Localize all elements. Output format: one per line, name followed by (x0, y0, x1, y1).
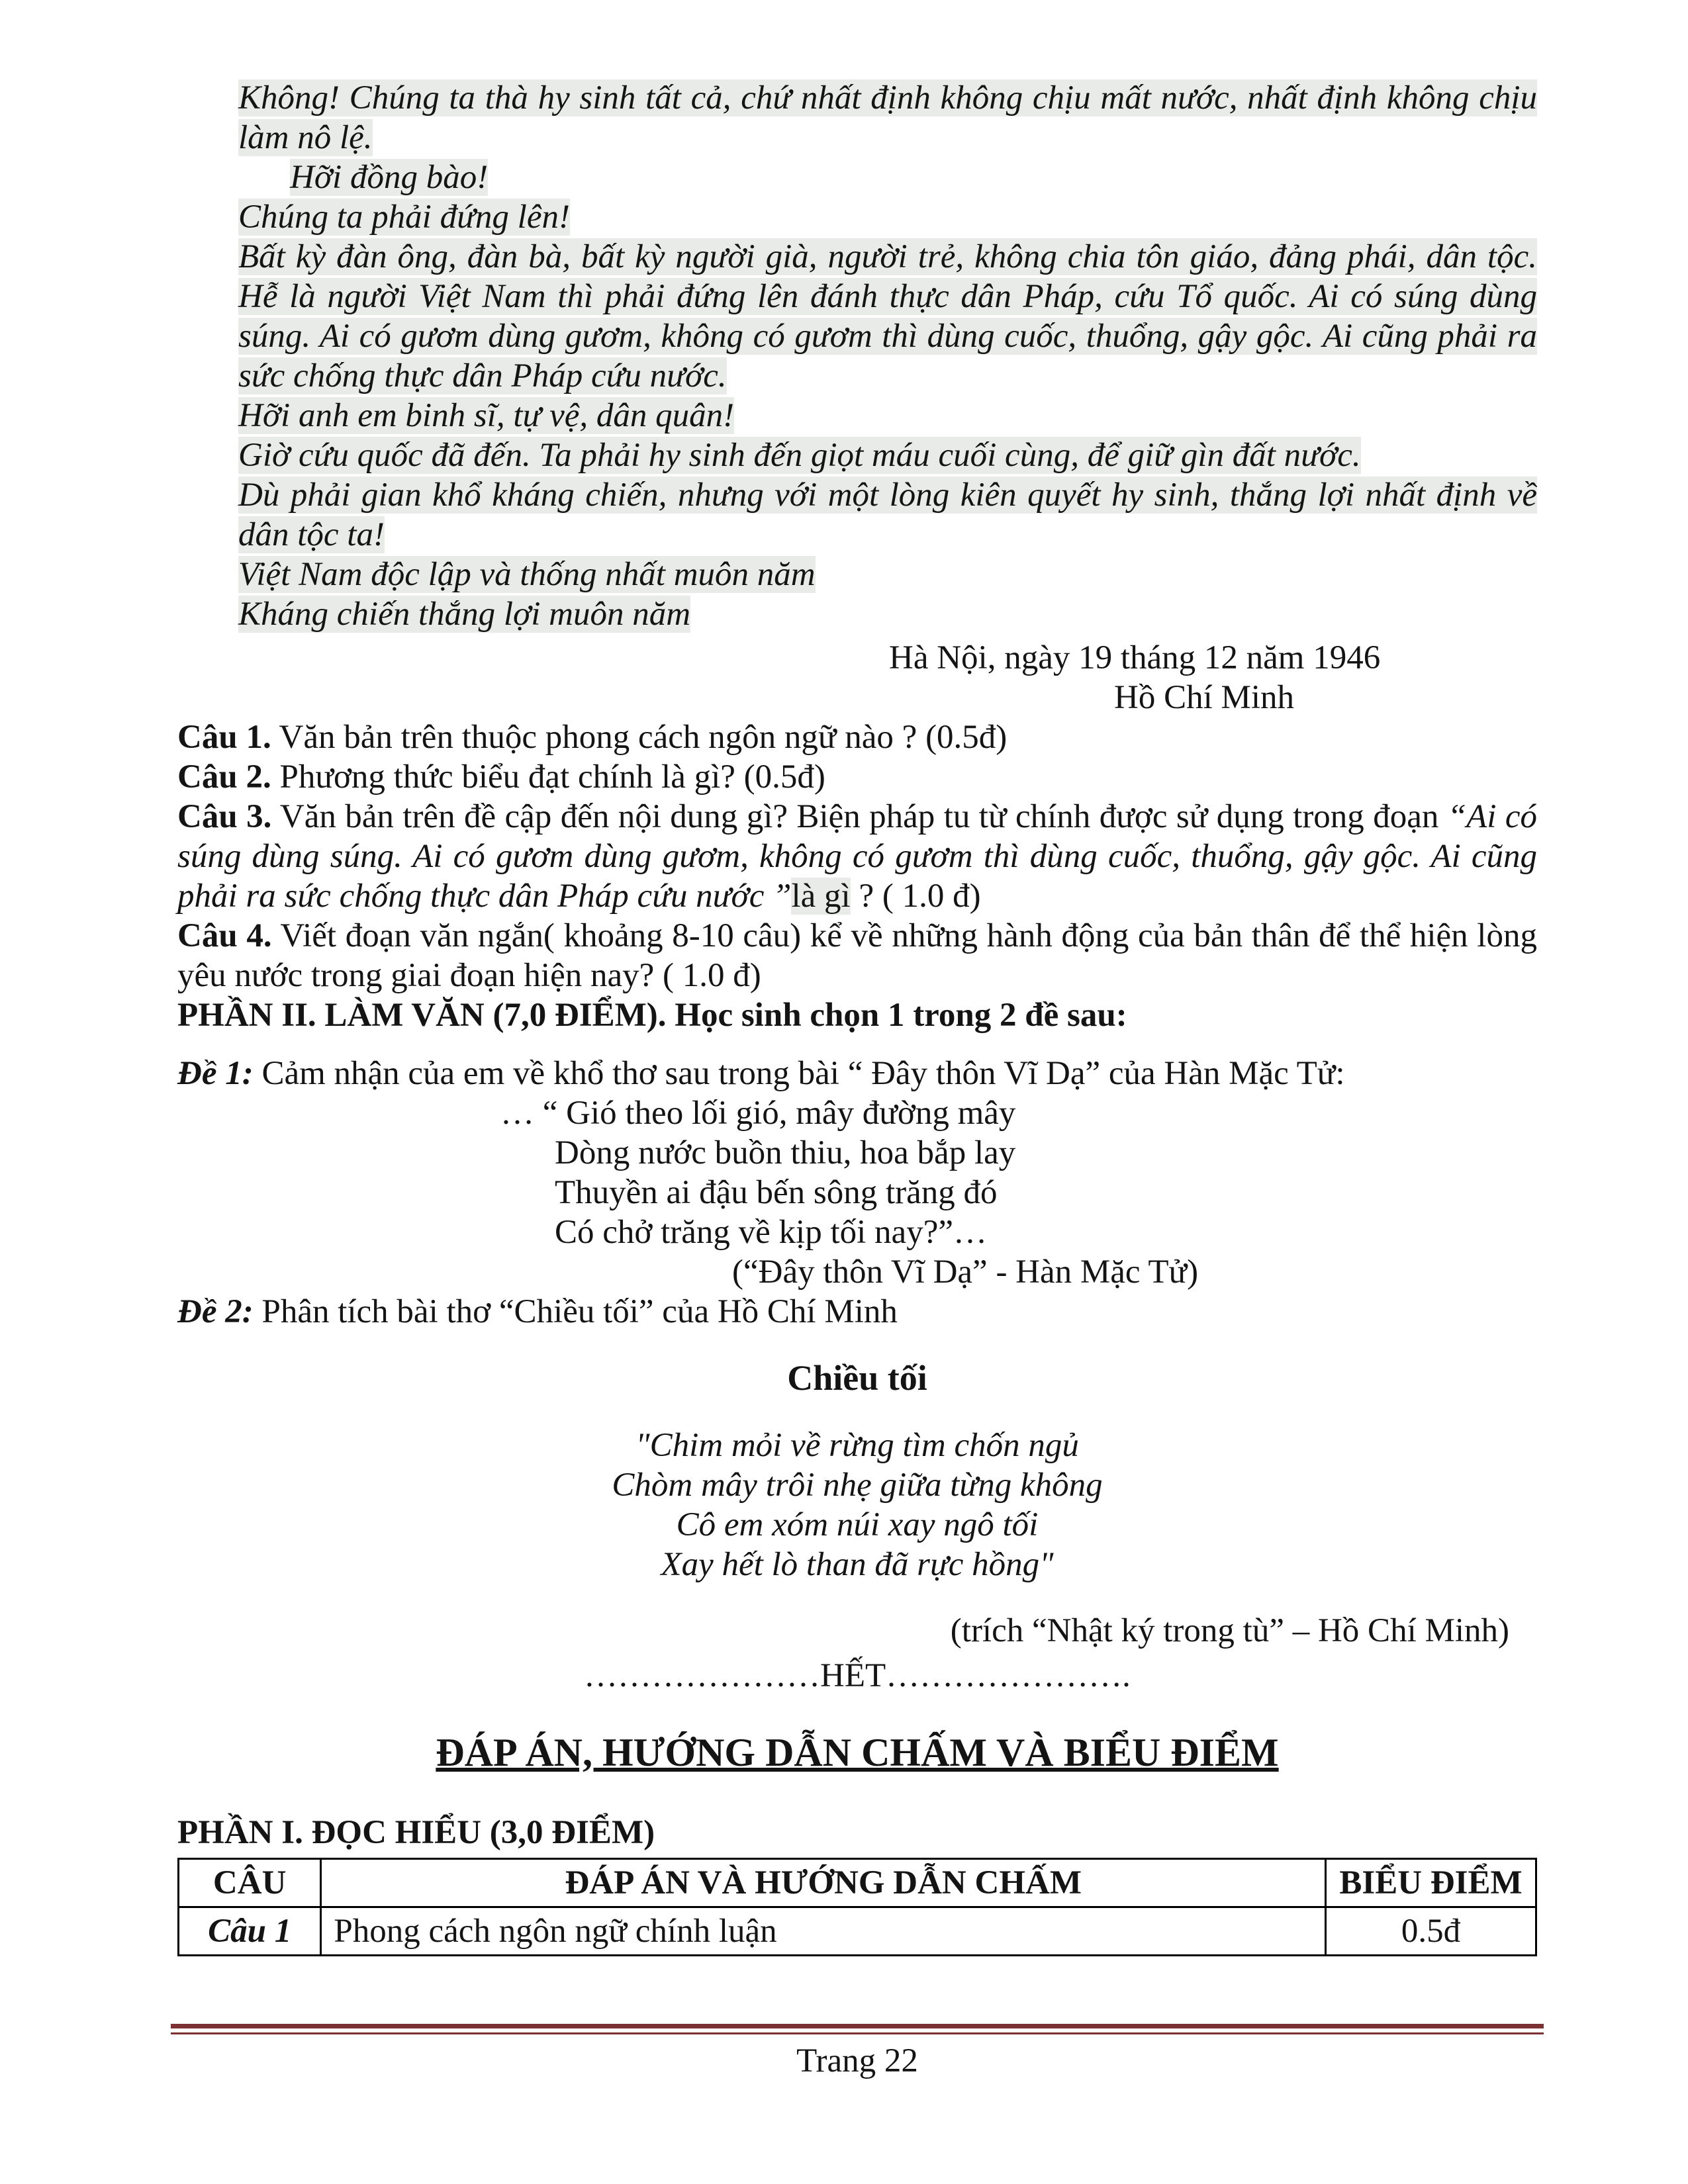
answer-table (177, 1858, 1537, 1956)
poem-vi-da (177, 1093, 1537, 1252)
poem-chieu-toi-title: Chiều tối (787, 1358, 927, 1398)
row-cau: Câu 1 (179, 1907, 321, 1956)
poem-line: "Chim mỏi về rừng tìm chốn ngủ (635, 1427, 1079, 1464)
passage-text: Hỡi đồng bào! (290, 159, 489, 196)
page-footer (171, 2024, 1544, 2081)
end-marker: …………………HẾT…………………. (584, 1657, 1131, 1694)
passage-text: Bất kỳ đàn ông, đàn bà, bất kỳ người già, người trẻ, không chia tôn giáo, đảng phái, dân tộc. Hễ là người Việt Nam thì phải đứng lên đánh thực dân Pháp, cứu Tổ quốc. Ai có súng dùng súng. Ai có gươm dùng gươm, không có gươm thì dùng cuốc, thuổng, gậy gộc. Ai cũng phải ra sức chống thực dân Pháp cứu nước. (238, 238, 1537, 394)
answer-table-header-row (179, 1859, 1536, 1907)
question-4-label: Câu 4. (177, 917, 272, 954)
question-3-points: ? ( 1.0 đ) (850, 878, 981, 915)
footer-rule (171, 2024, 1544, 2034)
question-3 (177, 797, 1537, 916)
passage-text: Hỡi anh em binh sĩ, tự vệ, dân quân! (238, 397, 735, 434)
answer-part1-heading: PHẦN I. ĐỌC HIỂU (3,0 ĐIỂM) (177, 1814, 655, 1851)
passage-text: Kháng chiến thắng lợi muôn năm (238, 596, 691, 633)
row-dap-an: Phong cách ngôn ngữ chính luận (321, 1907, 1326, 1956)
passage-paragraph (238, 237, 1537, 396)
question-1-label: Câu 1. (177, 719, 271, 756)
passage-text: Dù phải gian khổ kháng chiến, nhưng với một lòng kiên quyết hy sinh, thắng lợi nhất định về dân tộc ta! (238, 477, 1537, 553)
topic-1-text: Cảm nhận của em về khổ thơ sau trong bài “ Đây thôn Vĩ Dạ” của Hàn Mặc Tử: (261, 1055, 1345, 1092)
answer-section-title (177, 1729, 1537, 1776)
header-bieu-diem: BIỂU ĐIỂM (1326, 1859, 1536, 1907)
question-2-text: Phương thức biểu đạt chính là gì? (0.5đ) (279, 758, 825, 796)
page-number: Trang 22 (796, 2042, 918, 2079)
poem-line: Thuyền ai đậu bến sông trăng đó (555, 1174, 998, 1211)
passage-paragraph (238, 555, 1537, 594)
question-1-text: Văn bản trên thuộc phong cách ngôn ngữ nào ? (0.5đ) (279, 719, 1008, 756)
poem-chieu-toi-source: (trích “Nhật ký trong tù” – Hồ Chí Minh) (950, 1612, 1509, 1649)
signature-block (177, 638, 1537, 717)
poem-line: Xay hết lò than đã rực hồng" (661, 1546, 1054, 1583)
passage-paragraph (238, 435, 1537, 475)
topic-2-label: Đề 2: (177, 1293, 254, 1330)
passage-text: Giờ cứu quốc đã đến. Ta phải hy sinh đến giọt máu cuối cùng, để giữ gìn đất nước. (238, 437, 1361, 474)
passage-paragraph (238, 158, 1537, 197)
question-3-quote: “Ai có súng dùng súng. Ai có gươm dùng gươm, không có gươm thì dùng cuốc, thuổng, gậy gộc. Ai cũng phải ra sức chống thực dân Pháp cứu nước ” (177, 798, 1537, 915)
passage-text: Việt Nam độc lập và thống nhất muôn năm (238, 556, 816, 593)
question-2-label: Câu 2. (177, 758, 271, 796)
part2-heading: PHẦN II. LÀM VĂN (7,0 ĐIỂM). Học sinh chọn 1 trong 2 đề sau: (177, 997, 1127, 1034)
poem-chieu-toi (177, 1426, 1537, 1584)
quoted-passage (238, 78, 1537, 634)
passage-paragraph (238, 475, 1537, 555)
question-3-label: Câu 3. (177, 798, 272, 835)
header-cau: CÂU (179, 1859, 321, 1907)
author-name: Hồ Chí Minh (1114, 679, 1295, 716)
answer-section-title-text: ĐÁP ÁN, HƯỚNG DẪN CHẤM VÀ BIỂU ĐIỂM (436, 1731, 1279, 1774)
passage-text: Không! Chúng ta thà hy sinh tất cả, chứ nhất định không chịu mất nước, nhất định không chịu làm nô lệ. (238, 79, 1537, 156)
question-1 (177, 717, 1537, 757)
passage-paragraph (238, 594, 1537, 634)
poem-line: Cô em xóm núi xay ngô tối (676, 1506, 1039, 1543)
topic-2-line (177, 1292, 1537, 1332)
topic-2-text: Phân tích bài thơ “Chiều tối” của Hồ Chí Minh (261, 1293, 898, 1330)
poem-line: Chòm mây trôi nhẹ giữa từng không (612, 1467, 1103, 1504)
question-2 (177, 757, 1537, 797)
poem-vi-da-source: (“Đây thôn Vĩ Dạ” - Hàn Mặc Tử) (732, 1253, 1199, 1291)
table-row (179, 1907, 1536, 1956)
passage-paragraph (238, 197, 1537, 237)
poem-line: … “ Gió theo lối gió, mây đường mây (500, 1095, 1016, 1132)
topic-1-label: Đề 1: (177, 1055, 254, 1092)
topic-1-line (177, 1054, 1537, 1093)
date-line: Hà Nội, ngày 19 tháng 12 năm 1946 (889, 639, 1381, 676)
passage-paragraph (238, 396, 1537, 435)
poem-line: Có chở trăng về kịp tối nay?”… (555, 1214, 987, 1251)
reading-questions (177, 717, 1537, 995)
header-dap-an: ĐÁP ÁN VÀ HƯỚNG DẪN CHẤM (321, 1859, 1326, 1907)
passage-text: Chúng ta phải đứng lên! (238, 199, 570, 236)
question-4-text: Viết đoạn văn ngắn( khoảng 8-10 câu) kể về những hành động của bản thân để thể hiện lòng yêu nước trong giai đoạn hiện nay? ( 1.0 đ) (177, 917, 1537, 994)
passage-paragraph (238, 78, 1537, 158)
question-3-highlight: là gì (791, 878, 851, 915)
poem-line: Dòng nước buồn thiu, hoa bắp lay (555, 1134, 1016, 1171)
question-3-text: Văn bản trên đề cập đến nội dung gì? Biện pháp tu từ chính được sử dụng trong đoạn (279, 798, 1439, 835)
row-diem: 0.5đ (1326, 1907, 1536, 1956)
question-4 (177, 916, 1537, 995)
